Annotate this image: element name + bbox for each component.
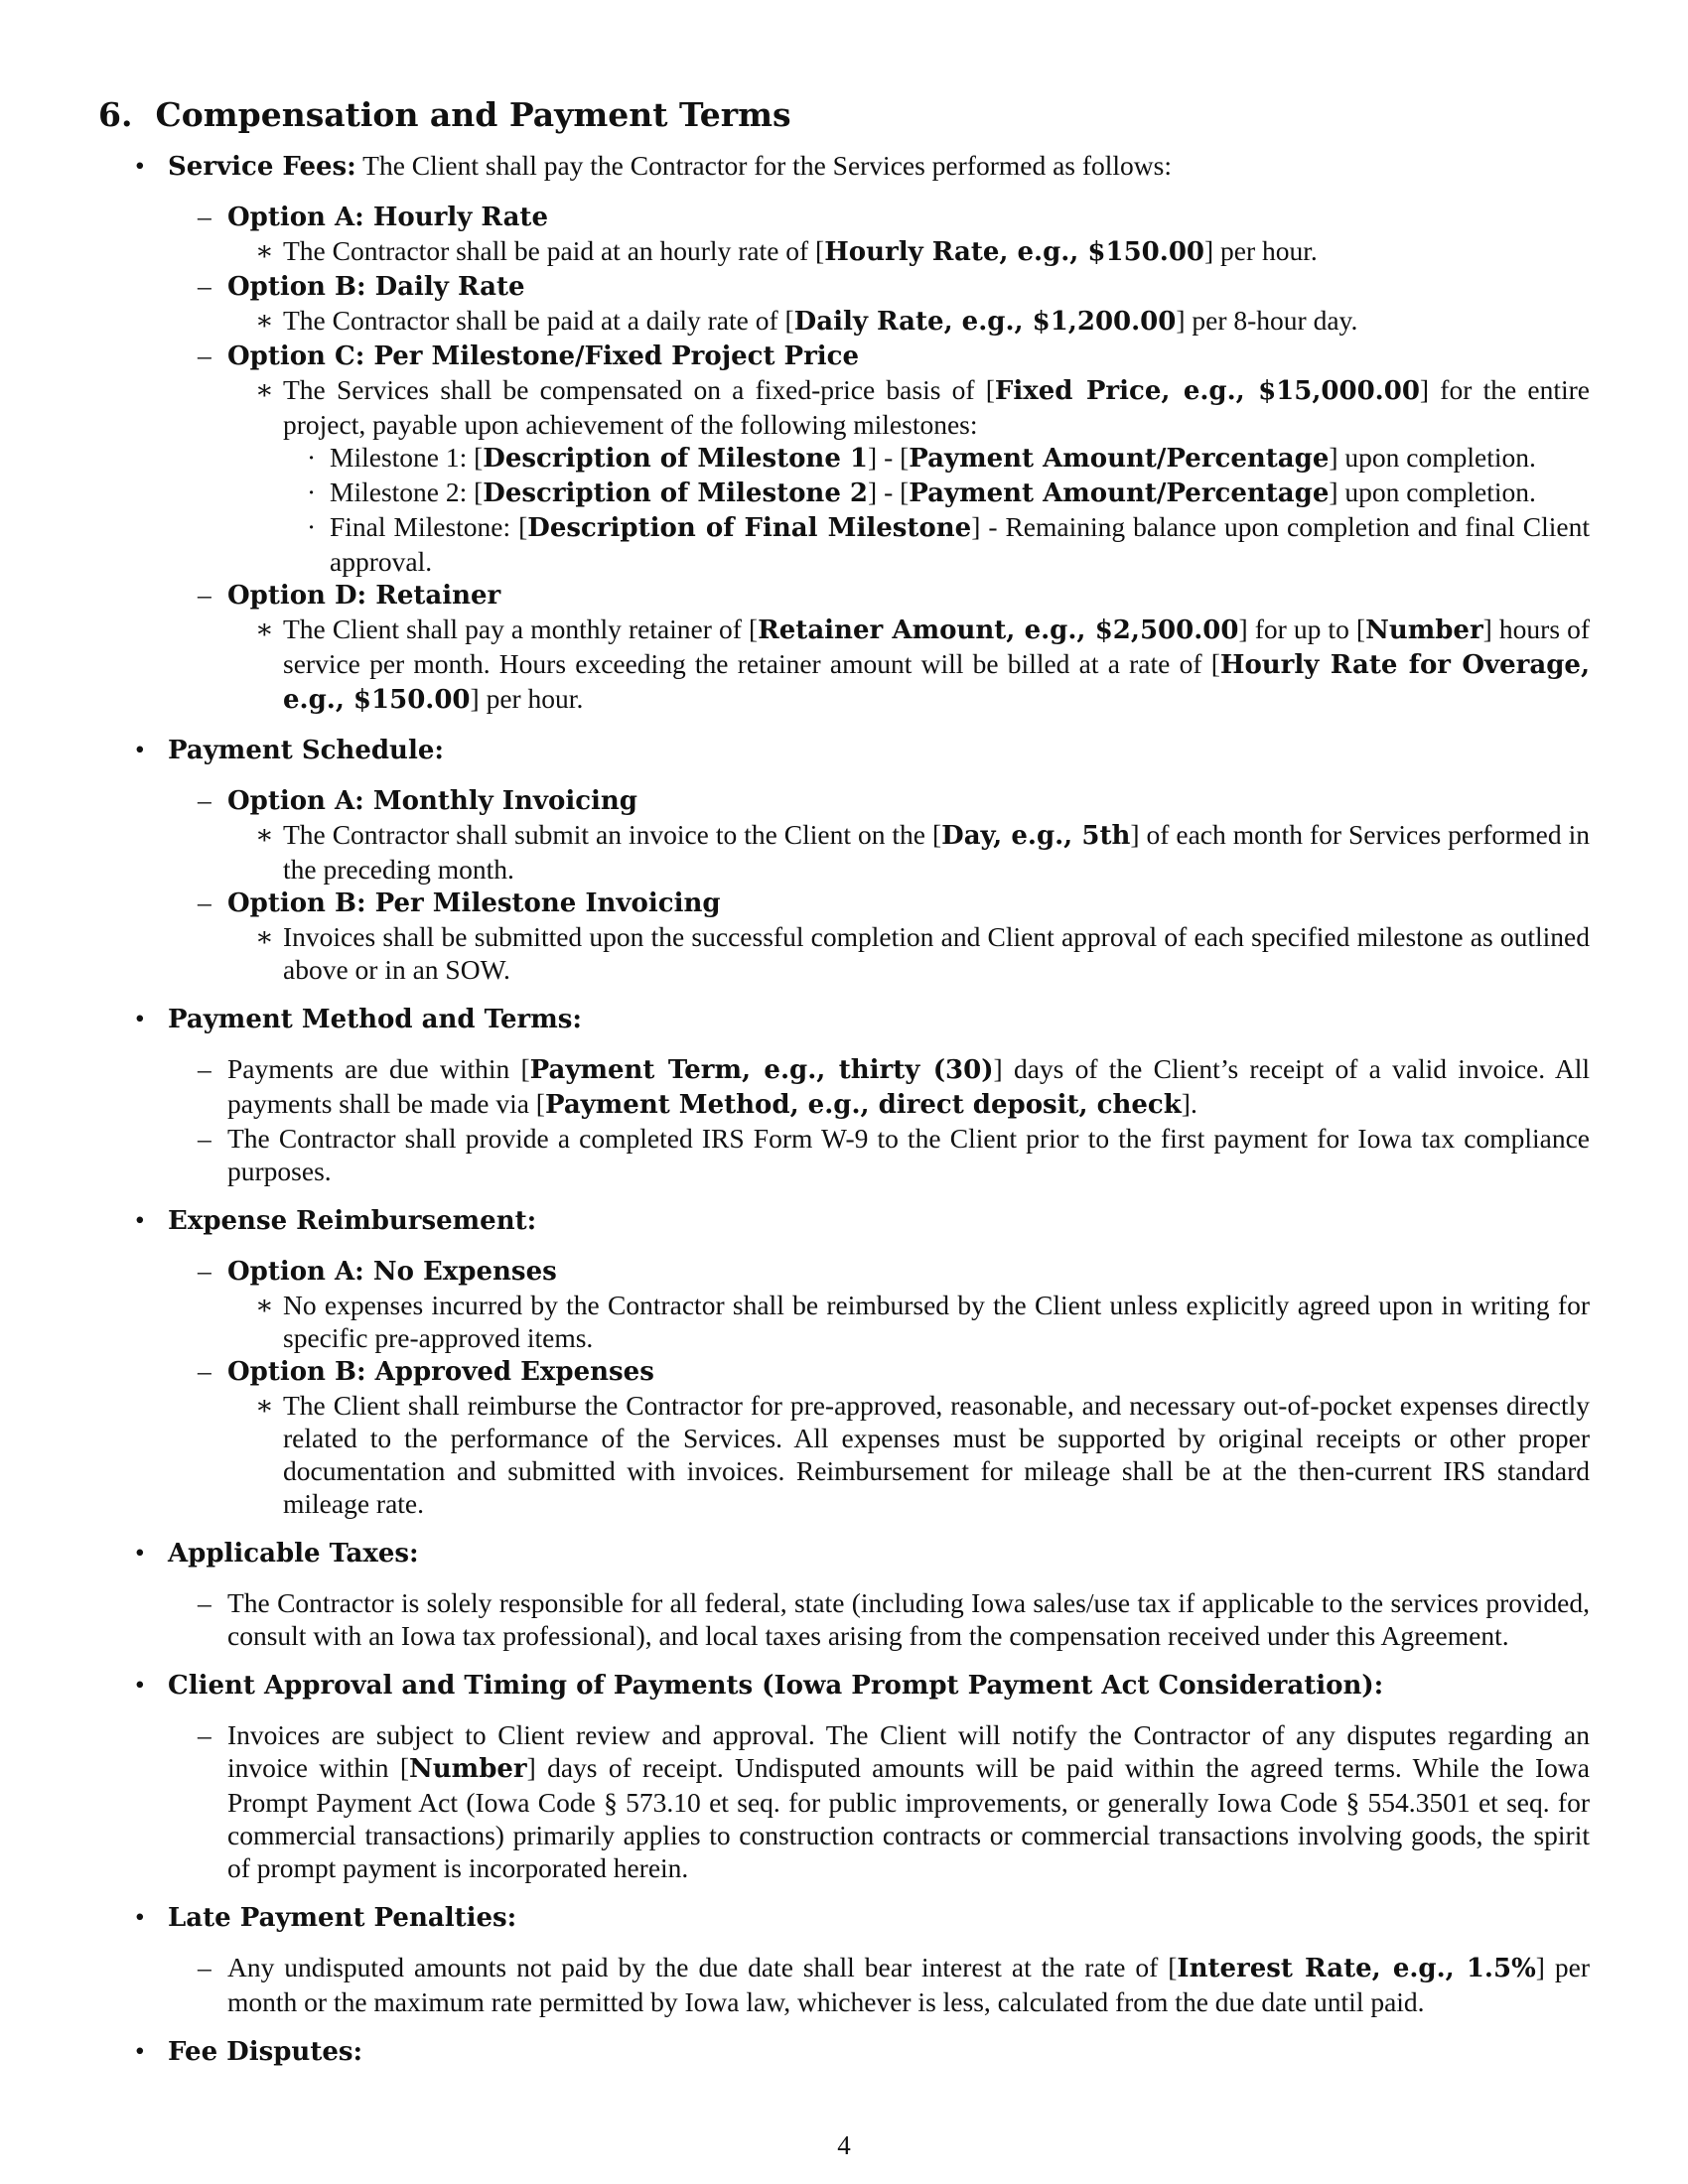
late-payment-item — [98, 1900, 1590, 2018]
service-fees-heading: Service Fees: The Client shall pay the Contractor for the Services performed as follows: — [168, 150, 1173, 182]
approval-item — [98, 1668, 1590, 1884]
term-list — [98, 149, 1590, 2069]
option-label: Option A: Hourly Rate — [227, 203, 548, 232]
option-label: Option D: Retainer — [227, 581, 501, 611]
option-monthly-invoicing — [168, 783, 1590, 886]
approval-details — [168, 1718, 1590, 1884]
approval-heading: Client Approval and Timing of Payments (Iowa Prompt Payment Act Consideration): — [168, 1671, 1384, 1701]
option-label: Option B: Approved Expenses — [227, 1357, 654, 1387]
option-no-expenses — [168, 1254, 1590, 1354]
fee-disputes-heading: Fee Disputes: — [168, 2037, 363, 2067]
late-payment-details — [168, 1951, 1590, 2018]
bullet-marker: • — [135, 2035, 145, 2066]
expense-item — [98, 1203, 1590, 1520]
option-details — [227, 1389, 1590, 1520]
option-details — [227, 373, 1590, 578]
approval-clause: – Invoices are subject to Client review and approval. The Client will notify the Contractor of any disputes regarding an invoice within [Number] days of receipt. Undisputed amounts will be paid within the agreed terms. While the Iowa Prompt Payment Act (Iowa Code § 573.10 et seq. for public improvements, or generally Iowa Code § 554.3501 et seq. for commercial transactions) primarily applies to construction contracts or commercial transactions involving goods, the spirit of prompt payment is incorporated herein. — [198, 1719, 1590, 1883]
dash-marker: – — [198, 1123, 211, 1154]
asterisk-marker: ∗ — [255, 235, 274, 266]
bullet-marker: • — [135, 1901, 145, 1932]
dash-marker: – — [198, 1719, 211, 1750]
dash-marker: – — [198, 1255, 211, 1286]
option-details — [227, 818, 1590, 886]
option-label: Option C: Per Milestone/Fixed Project Price — [227, 341, 860, 371]
taxes-item — [98, 1536, 1590, 1652]
asterisk-marker: ∗ — [255, 1390, 274, 1421]
dot-marker: · — [307, 511, 317, 542]
fee-disputes-item — [98, 2034, 1590, 2069]
asterisk-marker: ∗ — [255, 819, 274, 850]
section-heading — [98, 95, 1590, 135]
bullet-marker: • — [135, 1204, 145, 1235]
milestone-1: · Milestone 1: [Description of Milestone 1] - [Payment Amount/Percentage] upon completion. — [307, 442, 1536, 474]
milestone-2: · Milestone 2: [Description of Milestone 2] - [Payment Amount/Percentage] upon completion. — [307, 477, 1536, 508]
expense-heading: Expense Reimbursement: — [168, 1206, 537, 1236]
option-label: Option A: Monthly Invoicing — [227, 786, 637, 816]
dot-marker: · — [307, 442, 317, 473]
option-label: Option B: Per Milestone Invoicing — [227, 888, 721, 918]
dash-marker: – — [198, 340, 211, 370]
dot-marker: · — [307, 477, 317, 507]
option-milestone-invoicing — [168, 886, 1590, 986]
section-number: 6. — [98, 95, 133, 134]
service-fees-item — [98, 149, 1590, 717]
document-body — [98, 95, 1590, 2085]
payment-due-clause: – Payments are due within [Payment Term, e.g., thirty (30)] days of the Client’s receipt of a valid invoice. All payments shall be made via [Payment Method, e.g., direct deposit, check]. — [198, 1053, 1590, 1120]
section-title: Compensation and Payment Terms — [155, 95, 791, 134]
option-detail: ∗ The Client shall pay a monthly retainer of [Retainer Amount, e.g., $2,500.00] for up to [Number] hours of service per month. Hours exceeding the retainer amount will be billed at a rate of [Hourly Rate for Overage, e.g., $150.00] per hour. — [255, 614, 1591, 715]
bullet-marker: • — [135, 734, 145, 764]
option-detail: ∗ No expenses incurred by the Contractor shall be reimbursed by the Client unless explicitly agreed upon in writing for specific pre-approved items. — [255, 1290, 1590, 1353]
payment-schedule-item — [98, 733, 1590, 986]
option-fixed-price — [168, 339, 1590, 578]
option-details — [227, 234, 1590, 269]
payment-method-item — [98, 1002, 1590, 1187]
option-approved-expenses — [168, 1354, 1590, 1520]
asterisk-marker: ∗ — [255, 614, 274, 644]
option-label: Option B: Daily Rate — [227, 272, 525, 302]
option-details — [227, 920, 1590, 986]
asterisk-marker: ∗ — [255, 305, 274, 336]
option-details — [227, 304, 1590, 339]
taxes-details — [168, 1586, 1590, 1652]
dash-marker: – — [198, 1053, 211, 1084]
late-payment-heading: Late Payment Penalties: — [168, 1903, 517, 1933]
asterisk-marker: ∗ — [255, 374, 274, 405]
milestone-list — [283, 441, 1590, 578]
bullet-marker: • — [135, 1669, 145, 1700]
option-details — [227, 613, 1590, 717]
asterisk-marker: ∗ — [255, 921, 274, 952]
option-label: Option A: No Expenses — [227, 1257, 557, 1287]
payment-method-heading: Payment Method and Terms: — [168, 1005, 582, 1034]
page-number: 4 — [837, 2130, 851, 2160]
dash-marker: – — [198, 579, 211, 610]
option-detail: ∗ The Contractor shall be paid at a daily rate of [Daily Rate, e.g., $1,200.00] per 8-hour day. — [255, 305, 1358, 337]
option-detail: ∗ The Contractor shall submit an invoice to the Client on the [Day, e.g., 5th] of each month for Services performed in the preceding month. — [255, 819, 1590, 885]
option-detail: ∗ The Services shall be compensated on a fixed-price basis of [Fixed Price, e.g., $15,000.00] for the entire project, payable upon achievement of the following milestones: · Milestone 1: [Description of Milestone 1] - [Payment Amount/Percentage] upon completion. · Milestone 2: [Description of Milestone 2] - [Payment Amount/Percentage] upon completion. · Final Milestone: [Description of Final Milestone] - Remaining balance upon completion and final Client approval. — [255, 374, 1590, 577]
option-detail: ∗ The Contractor shall be paid at an hourly rate of [Hourly Rate, e.g., $150.00] per hour. — [255, 235, 1318, 267]
service-fees-options — [168, 200, 1590, 717]
taxes-heading: Applicable Taxes: — [168, 1539, 419, 1569]
expense-options — [168, 1254, 1590, 1520]
milestone-final: · Final Milestone: [Description of Final Milestone] - Remaining balance upon completion and final Client approval. — [307, 511, 1590, 577]
late-payment-clause: – Any undisputed amounts not paid by the due date shall bear interest at the rate of [Interest Rate, e.g., 1.5%] per month or the maximum rate permitted by Iowa law, whichever is less, calculated from the due date until paid. — [198, 1952, 1591, 2017]
dash-marker: – — [198, 201, 211, 231]
dash-marker: – — [198, 270, 211, 301]
payment-method-details — [168, 1052, 1590, 1187]
dash-marker: – — [198, 784, 211, 815]
payment-schedule-options — [168, 783, 1590, 986]
w9-clause: – The Contractor shall provide a completed IRS Form W-9 to the Client prior to the first payment for Iowa tax compliance purposes. — [198, 1123, 1590, 1186]
option-daily-rate — [168, 269, 1590, 339]
dash-marker: – — [198, 887, 211, 917]
option-detail: ∗ The Client shall reimburse the Contractor for pre-approved, reasonable, and necessary out-of-pocket expenses directly related to the performance of the Services. All expenses must be supported by original receipts or other proper documentation and submitted with invoices. Reimbursement for mileage shall be at the then-current IRS standard mileage rate. — [255, 1390, 1590, 1519]
taxes-clause: – The Contractor is solely responsible for all federal, state (including Iowa sales/use tax if applicable to the services provided, consult with an Iowa tax professional), and local taxes arising from the compensation received under this Agreement. — [198, 1587, 1590, 1651]
option-detail: ∗ Invoices shall be submitted upon the successful completion and Client approval of each specified milestone as outlined above or in an SOW. — [255, 921, 1590, 985]
payment-schedule-heading: Payment Schedule: — [168, 736, 444, 765]
dash-marker: – — [198, 1587, 211, 1618]
option-details — [227, 1289, 1590, 1354]
option-hourly-rate — [168, 200, 1590, 269]
dash-marker: – — [198, 1355, 211, 1386]
bullet-marker: • — [135, 1537, 145, 1568]
bullet-marker: • — [135, 150, 145, 181]
bullet-marker: • — [135, 1003, 145, 1033]
dash-marker: – — [198, 1952, 211, 1982]
asterisk-marker: ∗ — [255, 1290, 274, 1320]
option-retainer — [168, 578, 1590, 717]
